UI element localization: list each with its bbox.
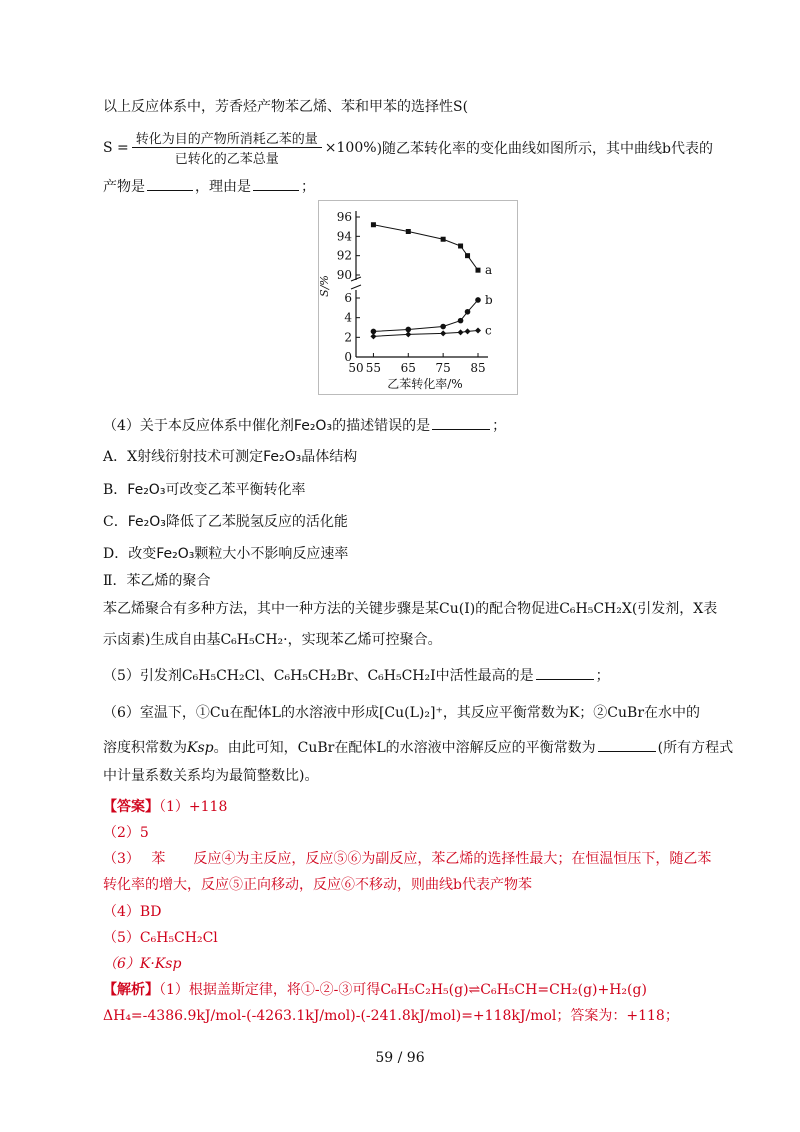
data-point-c: [405, 331, 411, 337]
answer-5: （5）C₆H₅CH₂Cl: [103, 930, 218, 946]
text: D．改变: [103, 546, 157, 562]
axis-break-mark: [351, 277, 361, 289]
data-point-c: [475, 327, 481, 333]
chart-axes: [318, 210, 488, 391]
text: ，实现苯乙烯可控聚合。: [287, 632, 442, 648]
paragraph-polymerization-2: [103, 630, 442, 650]
text: 中活性最高的是: [435, 668, 534, 684]
y-tick-label: 94: [336, 229, 352, 244]
answer-tag: 【答案】: [103, 799, 159, 815]
y-tick-label: 4: [344, 310, 352, 325]
formula-numerator: 转化为目的产物所消耗乙苯的量: [132, 128, 322, 148]
text: ，其反应平衡常数为K；②: [442, 705, 608, 721]
answer-blank: [253, 176, 299, 191]
option-d: [103, 544, 348, 564]
text: (引发剂，X表: [631, 601, 718, 617]
text: 苯乙烯聚合有多种方法，其中一种方法的关键步骤是某Cu(Ⅰ)的配合物促进: [103, 601, 560, 617]
paragraph-selectivity: 以上反应体系中，芳香烃产物苯乙烯、苯和甲苯的选择性S(: [103, 99, 469, 115]
option-b: [103, 480, 305, 500]
catalyst-formula: Fe₂O₃: [263, 449, 302, 465]
answer-blank: [147, 176, 193, 191]
catalyst-formula: Fe₂O₃: [127, 482, 166, 498]
series-label-b: b: [485, 292, 493, 307]
ksp-symbol: Ksp: [187, 740, 214, 756]
analysis-line-2: ΔH₄=-4386.9kJ/mol-(-4263.1kJ/mol)-(-241.8kJ/mol)=+118kJ/mol；答案为：+118；: [103, 1008, 679, 1024]
x-tick-label: 85: [470, 361, 486, 375]
text: 产物是: [103, 179, 145, 195]
x-tick-label: 75: [435, 361, 451, 375]
formula-after: )随乙苯转化率的变化曲线如图所示，其中曲线b代表的: [376, 140, 713, 157]
option-c: [103, 512, 348, 532]
text: 。由此可知，CuBr在配体L的水溶液中溶解反应的平衡常数为: [213, 740, 596, 756]
y-tick-label: 92: [336, 248, 352, 263]
analysis-1: （1）根据盖斯定律，将①-②-③可得C₆H₅C₂H₅(g)⇌C₆H₅CH=CH₂(g)+H₂(g): [159, 982, 647, 998]
analysis-tag: 【解析】: [103, 982, 159, 998]
series-line-b: [373, 300, 478, 331]
initiator-formula: C₆H₅CH₂X: [559, 601, 632, 617]
text: ；: [492, 418, 507, 434]
question-4: [103, 415, 506, 436]
text: 颗粒大小不影响反应速率: [194, 546, 349, 562]
x-tick-label: 50: [348, 361, 364, 375]
formula-lhs: S =: [103, 139, 129, 156]
data-point-b: [465, 309, 471, 315]
analysis-line-1: [103, 980, 647, 1000]
question-6-line-2: [103, 737, 733, 758]
text: ；: [595, 668, 610, 684]
answer-3-line-2: 转化率的增大，反应⑤正向移动，反应⑥不移动，则曲线b代表产物苯: [103, 877, 532, 893]
text: 的描述错误的是: [332, 418, 431, 434]
series-label-c: c: [485, 323, 492, 338]
cubr-formula: CuBr: [607, 705, 645, 721]
data-point-c: [370, 333, 376, 339]
text: 可改变乙苯平衡转化率: [165, 482, 306, 498]
data-point-a: [371, 222, 376, 227]
data-point-c: [458, 329, 464, 335]
text: （6）室温下，①: [103, 705, 210, 721]
answer-blank: [598, 737, 656, 752]
data-point-a: [476, 268, 481, 273]
y-tick-label: 2: [344, 330, 352, 345]
answer-line-1: [103, 797, 227, 817]
complex-formula: [Cu(L)₂]⁺: [378, 705, 443, 721]
question-6-line-3: 中计量系数关系均为最简整数比)。: [103, 768, 319, 784]
formula-tail: ×100%: [324, 139, 377, 156]
data-point-a: [406, 229, 411, 234]
text: 晶体结构: [301, 449, 358, 465]
answer-blank: [432, 415, 490, 430]
text: C．: [103, 514, 128, 530]
option-a: [103, 447, 357, 467]
answer-3-line-1: （3） 苯 反应④为主反应，反应⑤⑥为副反应，苯乙烯的选择性最大；在恒温恒压下，随乙苯: [103, 851, 712, 867]
text: A．X射线衍射技术可测定: [103, 449, 264, 465]
y-tick-label: 96: [336, 210, 352, 224]
text: ，理由是: [195, 179, 251, 195]
data-point-c: [440, 330, 446, 336]
data-point-c: [465, 328, 471, 334]
text: 示卤素)生成自由基: [103, 632, 221, 648]
y-tick-label: 90: [336, 268, 352, 282]
y-axis-label: S/%: [318, 275, 331, 297]
text: 在配体L的水溶液中形成: [229, 705, 379, 721]
x-tick-label: 65: [400, 361, 416, 375]
page-number: 59 / 96: [375, 1050, 425, 1066]
text: B．: [103, 482, 128, 498]
section-heading: Ⅱ．苯乙烯的聚合: [103, 573, 211, 589]
data-point-b: [458, 318, 464, 324]
y-tick-label: 0: [344, 350, 352, 364]
selectivity-chart: [318, 200, 518, 395]
paragraph-polymerization-1: [103, 599, 717, 619]
text: 溶度积常数为: [103, 740, 187, 756]
text: ；: [301, 179, 315, 195]
question-5: [103, 665, 610, 686]
series-label-a: a: [485, 263, 493, 278]
data-point-a: [441, 237, 446, 242]
y-tick-label: 6: [344, 291, 352, 305]
answer-1: （1）+118: [159, 799, 228, 815]
text: (所有方程式: [657, 740, 734, 756]
initiator-list: C₆H₅CH₂Cl、C₆H₅CH₂Br、C₆H₅CH₂I: [181, 668, 436, 684]
paragraph-product: [103, 176, 315, 197]
answer-6: （6）K·Ksp: [103, 956, 182, 972]
catalyst-formula: Fe₂O₃: [127, 514, 166, 530]
chart-marks: [370, 222, 493, 339]
catalyst-formula: Fe₂O₃: [156, 546, 195, 562]
text: 在水中的: [644, 705, 701, 721]
answer-2: （2）5: [103, 825, 149, 841]
copper-symbol: Cu: [209, 705, 230, 721]
text: （5）引发剂: [103, 668, 182, 684]
x-tick-label: 55: [365, 361, 382, 375]
data-point-b: [440, 324, 446, 330]
x-axis-label: 乙苯转化率/%: [387, 377, 463, 391]
catalyst-formula: Fe₂O₃: [293, 418, 333, 434]
text: （4）关于本反应体系中催化剂: [103, 418, 294, 434]
formula-fraction: [132, 128, 322, 167]
question-6-line-1: [103, 703, 700, 723]
data-point-a: [465, 253, 470, 258]
data-point-a: [458, 244, 463, 249]
answer-4: （4）BD: [103, 904, 162, 920]
formula-denominator: 已转化的乙苯总量: [174, 152, 279, 167]
selectivity-formula: [103, 128, 713, 167]
text: 降低了乙苯脱氢反应的活化能: [165, 514, 348, 530]
radical-formula: C₆H₅CH₂·: [220, 632, 288, 648]
answer-blank: [536, 665, 594, 680]
data-point-b: [475, 297, 481, 303]
